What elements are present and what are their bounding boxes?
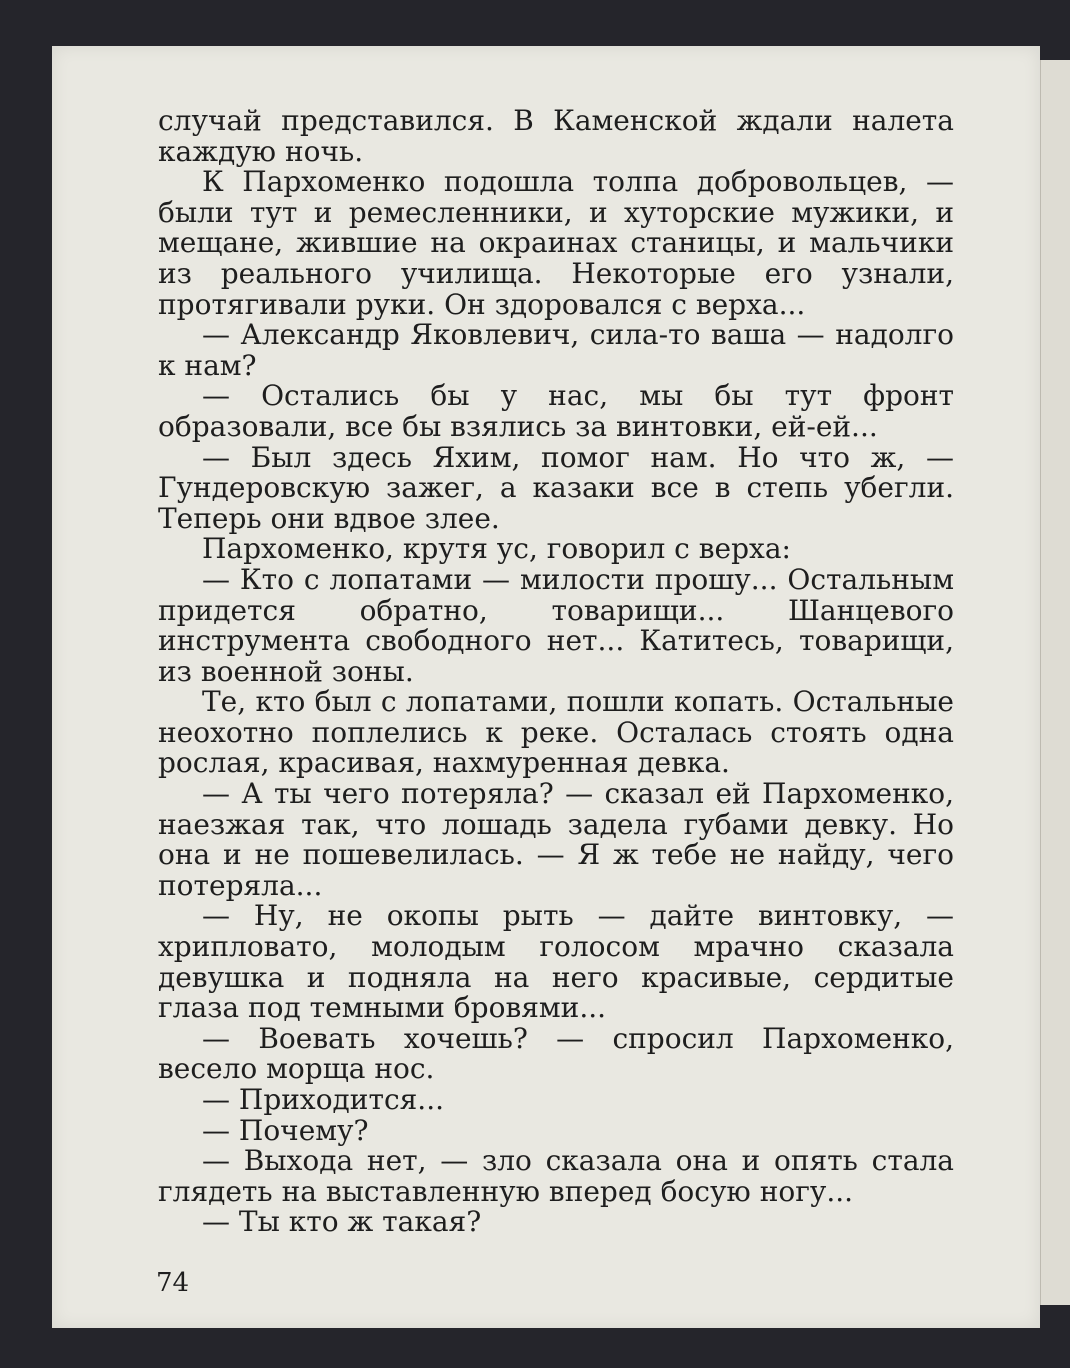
paragraph: К Пархоменко подошла толпа добровольцев, — были тут и ремесленники, и хуторские мужики, и мещане, жившие на окраинах станицы, и мальчики из реального училища. Некоторые его узнали, протягивали руки. Он здоровался с верха... [158, 165, 954, 321]
page-text [158, 106, 954, 1238]
paragraph: Пархоменко, крутя ус, говорил с верха: [202, 532, 791, 566]
paragraph: — Кто с лопатами — милости прошу... Остальным придется обратно, товарищи... Шанцевого инструмента свободного нет... Катитесь, товарищи, из военной зоны. [158, 562, 954, 688]
paragraph: Те, кто был с лопатами, пошли копать. Остальные неохотно поплелись к реке. Осталась стоять одна рослая, красивая, нахмуренная девка. [158, 685, 954, 780]
paragraph: — Остались бы у нас, мы бы тут фронт образовали, все бы взялись за винтовки, ей-ей... [158, 379, 954, 443]
paragraph: — Почему? [202, 1113, 369, 1147]
paragraph: — Приходится... [202, 1083, 444, 1116]
paragraph: случай представился. В Каменской ждали налета каждую ночь. [158, 104, 954, 168]
paragraph: — Александр Яковлевич, сила-то ваша — надолго к нам? [158, 318, 954, 382]
paragraph: — Был здесь Яхим, помог нам. Но что ж, — Гундеровскую зажег, а казаки все в степь убегли. Теперь они вдвое злее. [158, 440, 954, 535]
paragraph: — Воевать хочешь? — спросил Пархоменко, весело морща нос. [158, 1021, 954, 1086]
paragraph: — А ты чего потеряла? — сказал ей Пархоменко, наезжая так, что лошадь задела губами девку. Но она и не пошевелилась. — Я ж тебе не найду, чего потеряла... [158, 777, 954, 902]
paragraph: — Ты кто ж такая? [202, 1205, 482, 1239]
page-number: 74 [156, 1268, 190, 1298]
paragraph: — Ну, не окопы рыть — дайте винтовку, — хрипловато, молодым голосом мрачно сказала девушка и подняла на него красивые, сердитые глаза под темными бровями... [158, 899, 954, 1025]
paragraph: — Выхода нет, — зло сказала она и опять стала глядеть на выставленную вперед босую ногу... [158, 1144, 954, 1208]
adjacent-page-edge [1040, 60, 1070, 1305]
